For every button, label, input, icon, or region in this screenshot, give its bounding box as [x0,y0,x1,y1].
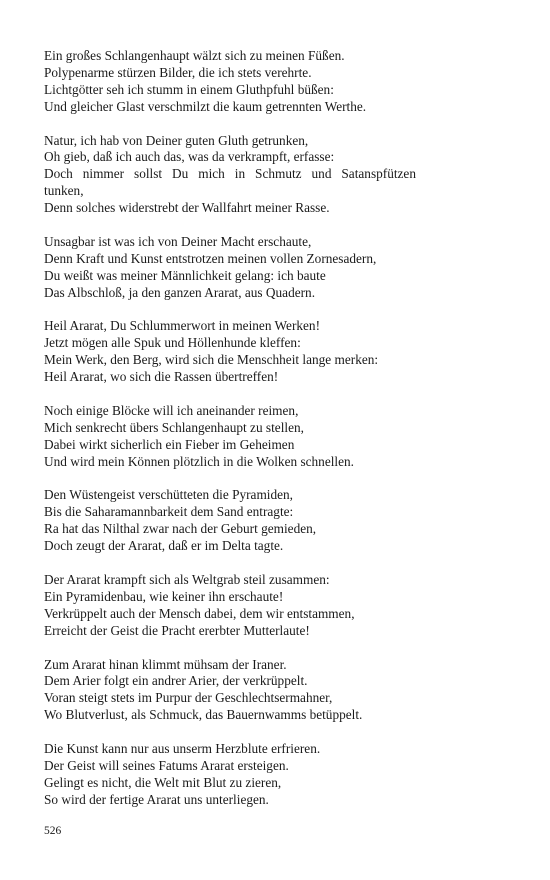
poem-text [44,48,416,826]
poem-line: Polypenarme stürzen Bilder, die ich stets verehrte. [44,64,312,80]
poem-line: Noch einige Blöcke will ich aneinander reimen, [44,402,299,418]
poem-line: Denn solches widerstrebt der Wallfahrt meiner Rasse. [44,200,330,216]
poem-line: So wird der fertige Ararat uns unterliegen. [44,791,269,807]
poem-line: Verkrüppelt auch der Mensch dabei, dem wir entstammen, [44,605,355,621]
poem-line: Der Geist will seines Fatums Ararat ersteigen. [44,757,289,773]
stanza-9 [44,741,416,809]
poem-line: Oh gieb, daß ich auch das, was da verkrampft, erfasse: [44,149,335,165]
poem-line: Den Wüstengeist verschütteten die Pyramiden, [44,487,294,503]
poem-line: Denn Kraft und Kunst entstrotzen meinen vollen Zornesadern, [44,250,377,266]
poem-line: Mein Werk, den Berg, wird sich die Menschheit lange merken: [44,352,379,368]
poem-line: Die Kunst kann nur aus unserm Herzblute erfrieren. [44,741,321,757]
poem-line: Und gleicher Glast verschmilzt die kaum getrennten Werthe. [44,98,367,114]
poem-line: Doch nimmer sollst Du mich in Schmutz und Satanspfützen [44,166,416,182]
poem-line: Lichtgötter seh ich stumm in einem Gluthpfuhl büßen: [44,81,334,97]
poem-line: Wo Blutverlust, als Schmuck, das Bauernwamms betüppelt. [44,707,363,723]
poem-line: Ra hat das Nilthal zwar nach der Geburt gemieden, [44,521,317,537]
poem-line: Unsagbar ist was ich von Deiner Macht erschaute, [44,233,312,249]
stanza-4 [44,318,416,386]
poem-line: Gelingt es nicht, die Welt mit Blut zu zieren, [44,774,282,790]
poem-line: Ein Pyramidenbau, wie keiner ihn erschaute! [44,588,284,604]
stanza-3 [44,234,416,302]
poem-line: Zum Ararat hinan klimmt mühsam der Iraner. [44,656,287,672]
poem-line: Ein großes Schlangenhaupt wälzt sich zu meinen Füßen. [44,48,345,63]
poem-line: Mich senkrecht übers Schlangenhaupt zu stellen, [44,419,304,435]
poem-line-continuation: tunken, [44,183,84,199]
stanza-8 [44,657,416,725]
poem-line: Erreicht der Geist die Pracht ererbter Mutterlaute! [44,622,310,638]
poem-line: Natur, ich hab von Deiner guten Gluth getrunken, [44,132,309,148]
stanza-1 [44,48,416,116]
poem-line: Jetzt mögen alle Spuk und Höllenhunde kleffen: [44,335,301,351]
poem-line: Dem Arier folgt ein andrer Arier, der verkrüppelt. [44,673,308,689]
poem-line: Der Ararat krampft sich als Weltgrab steil zusammen: [44,572,330,587]
poem-line: Und wird mein Können plötzlich in die Wolken schnellen. [44,453,354,469]
poem-line: Du weißt was meiner Männlichkeit gelang: ich baute [44,267,326,283]
stanza-2 [44,133,416,218]
poem-line: Das Albschloß, ja den ganzen Ararat, aus Quadern. [44,284,316,300]
poem-line: Voran steigt stets im Purpur der Geschlechtsermahner, [44,690,333,706]
poem-line: Doch zeugt der Ararat, daß er im Delta tagte. [44,538,284,554]
poem-line: Bis die Saharamannbarkeit dem Sand entragte: [44,504,294,520]
poem-line: Heil Ararat, Du Schlummerwort in meinen Werken! [44,318,320,334]
poem-line: Heil Ararat, wo sich die Rassen übertreffen! [44,369,279,385]
stanza-5 [44,403,416,471]
stanza-6 [44,487,416,555]
stanza-7 [44,572,416,640]
poem-line: Dabei wirkt sicherlich ein Fieber im Geheimen [44,436,295,452]
page-number: 526 [44,825,62,837]
